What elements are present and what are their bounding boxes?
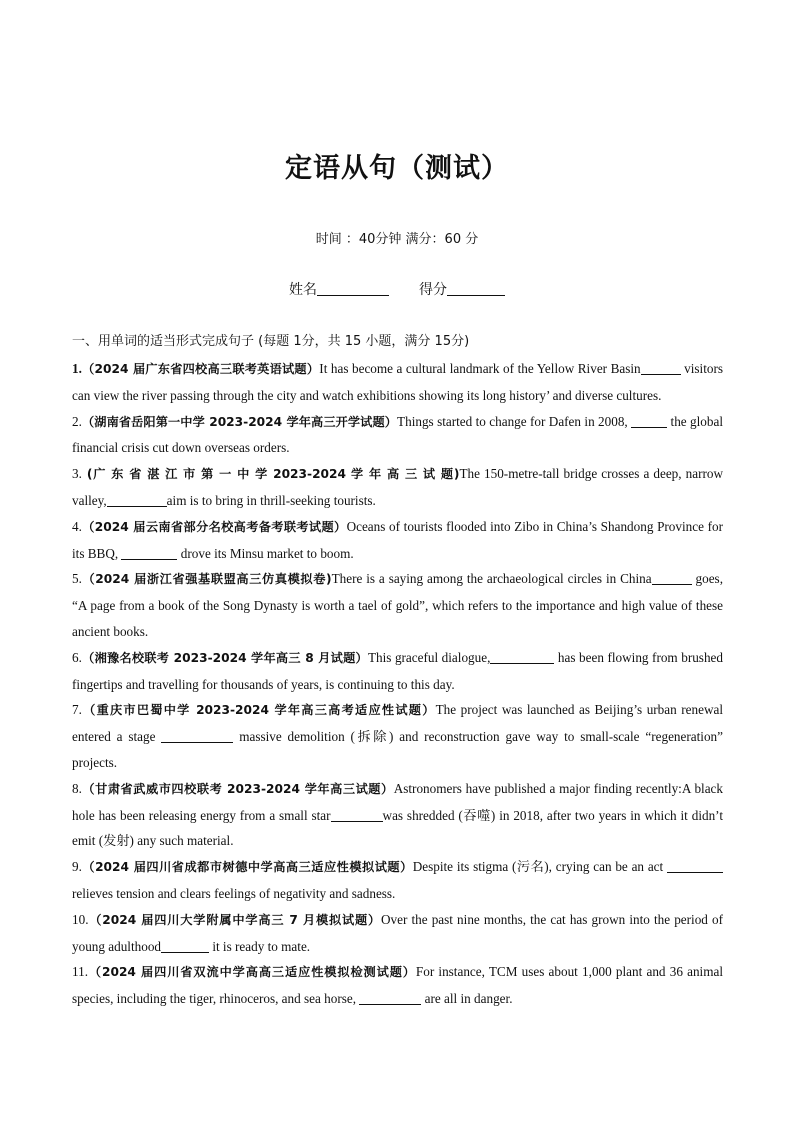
answer-blank (667, 859, 723, 873)
question-list (72, 356, 723, 1012)
question-4: 4.（2024 届云南省部分名校高考备考联考试题）Oceans of tourists flooded into Zibo in China’s Shandong Province for its BBQ, drove its Minsu market to boom. (72, 518, 723, 561)
answer-blank (359, 991, 421, 1005)
question-9: 9.（2024 届四川省成都市树德中学高高三适应性模拟试题）Despite its stigma (污名), crying can be an act relieves tension and clears feelings of negativity and sadness. (72, 854, 723, 907)
question-11: 11.（2024 届四川省双流中学高高三适应性模拟检测试题）For instance, TCM uses about 1,000 plant and 36 animal species, including the tiger, rhinoceros, and sea horse, are all in danger. (72, 964, 723, 1007)
score-label: 得分 (419, 282, 447, 298)
question-6: 6.（湘豫名校联考 2023-2024 学年高三 8 月试题）This graceful dialogue, has been flowing from brushed fingertips and travelling for thousands of years, is continuing to this day. (72, 649, 723, 692)
answer-blank (631, 414, 667, 428)
answer-blank (121, 546, 177, 560)
answer-blank (490, 650, 554, 664)
answer-blank (161, 729, 233, 743)
question-3: 3. (广 东 省 湛 江 市 第 一 中 学 2023-2024 学 年 高 三 试 题)The 150-metre-tall bridge crosses a deep, narrow valley, aim is to bring in thrill-seeking tourists. (72, 466, 723, 508)
question-8: 8.（甘肃省武威市四校联考 2023-2024 学年高三试题）Astronomers have published a major finding recently:A black hole has been releasing energy from a small star was shredded (吞噬) in 2018, after two years in which it didn’t emit (发射) any such material. (72, 780, 723, 849)
question-2: 2.（湖南省岳阳第一中学 2023-2024 学年高三开学试题）Things started to change for Dafen in 2008, the global financial crisis cut down overseas orders. (72, 413, 724, 456)
name-label: 姓名 (289, 282, 317, 298)
name-blank (317, 281, 389, 296)
name-score-line (0, 279, 794, 299)
answer-blank (331, 808, 383, 822)
question-5: 5.（2024 届浙江省强基联盟高三仿真模拟卷)There is a saying among the archaeological circles in China goes, “A page from a book of the Song Dynasty is worth a tael of gold”, which refers to the importance and high value of these ancient books. (72, 571, 723, 639)
exam-time-info: 时间 ：40分钟 满分：60 分 (315, 232, 479, 247)
question-1: 1.（2024 届广东省四校高三联考英语试题）It has become a cultural landmark of the Yellow River Basin visitors can view the river passing through the city and watch exhibitions showing its long history’ and diverse cultures. (72, 361, 724, 403)
score-blank (447, 281, 505, 296)
page-title: 定语从句（测试） (285, 153, 509, 184)
answer-blank (641, 361, 681, 375)
answer-blank (652, 571, 692, 585)
question-7: 7.（重庆市巴蜀中学 2023-2024 学年高三高考适应性试题）The project was launched as Beijing’s urban renewal entered a stage massive demolition (拆除) and reconstruction gave way to small-scale “regeneration” projects. (72, 702, 723, 770)
section-heading: 一、用单词的适当形式完成句子 (每题 1分，共 15 小题，满分 15分) (72, 334, 470, 349)
answer-blank (107, 493, 167, 507)
answer-blank (161, 939, 209, 953)
question-10: 10.（2024 届四川大学附属中学高三 7 月模拟试题）Over the past nine months, the cat has grown into the period of young adulthood it is ready to mate. (72, 911, 723, 954)
